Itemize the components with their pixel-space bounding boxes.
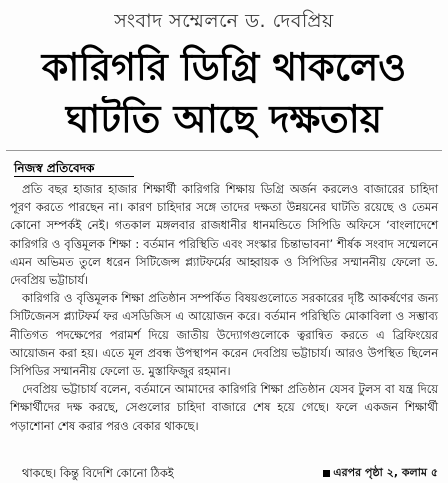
continued-label: এরপর পৃষ্ঠা ২, কলাম ৫ (333, 466, 438, 479)
continued-note (323, 464, 438, 482)
square-bullet-icon (323, 470, 330, 477)
byline: নিজস্ব প্রতিবেদক (14, 160, 134, 177)
headline-line-1: কারিগরি ডিগ্রি থাকলেও (41, 45, 407, 89)
article-footer (10, 464, 438, 482)
divider (6, 150, 442, 151)
paragraph-2: কারিগরি ও বৃত্তিমূলক শিক্ষা প্রতিষ্ঠান সম্পর্কিত বিষয়গুলোতে সরকারের দৃষ্টি আকর্ষণের জন্য সিটিজেনস প্ল্যাটফর্ম ফর এসডিজিস এ আয়োজন করে। বর্তমান পরিস্থিতি মোকাবিলা ও সম্ভাব্য নীতিগত পদক্ষেপের পরামর্শ দিয়ে জাতীয় উদ্যোগগুলোকে ত্বরান্বিত করতে এ ব্রিফিংয়ের আয়োজন করা হয়। এতে মূল প্রবন্ধ উপস্থাপন করেন দেবপ্রিয় ভট্টাচার্য। আরও উপস্থিত ছিলেন সিপিডির সম্মাননীয় ফেলো ড. মুস্তাফিজুর রহমান। (10, 291, 438, 379)
kicker-line: সংবাদ সম্মেলনে ড. দেবপ্রিয় (114, 10, 334, 32)
article-body (10, 180, 438, 435)
paragraph-3: দেবপ্রিয় ভট্টাচার্য বলেন, বর্তমানে আমাদের কারিগরি শিক্ষা প্রতিষ্ঠান যেসব টুলস বা যন্ত্র দিয়ে শিক্ষার্থীদের দক্ষ করছে, সেগুলোর চাহিদা বাজারে শেষ হয়ে গেছে। ফলে একজন শিক্ষার্থী পড়াশোনা শেষ করার পরও বেকার থাকছে। (10, 382, 438, 433)
paragraph-1: প্রতি বছর হাজার হাজার শিক্ষার্থী কারিগরি শিক্ষায় ডিগ্রি অর্জন করলেও বাজারের চাহিদা পূরণ করতে পারছেন না। কারণ চাহিদার সঙ্গে তাদের দক্ষতা উন্নয়নের ঘাটতি রয়েছে ও তেমন কোনো সম্পর্কই নেই। গতকাল মঙ্গলবার রাজধানীর ধানমন্ডিতে সিপিডি অফিসে ‘বাংলাদেশে কারিগরি ও বৃত্তিমূলক শিক্ষা : বর্তমান পরিস্থিতি এবং সংস্কার চিন্তাভাবনা’ শীর্ষক সংবাদ সম্মেলনে এমন অভিমত তুলে ধরেন সিটিজেন্স প্ল্যাটফর্মের আহ্বায়ক ও সিপিডির সম্মাননীয় ফেলো ড. দেবপ্রিয় ভট্টাচার্য। (10, 182, 438, 288)
headline-line-2: ঘাটতি আছে দক্ষতায় (65, 97, 383, 141)
footer-lead-text: থাকছে। কিন্তু বিদেশি কোনো ঠিকই (22, 466, 174, 480)
